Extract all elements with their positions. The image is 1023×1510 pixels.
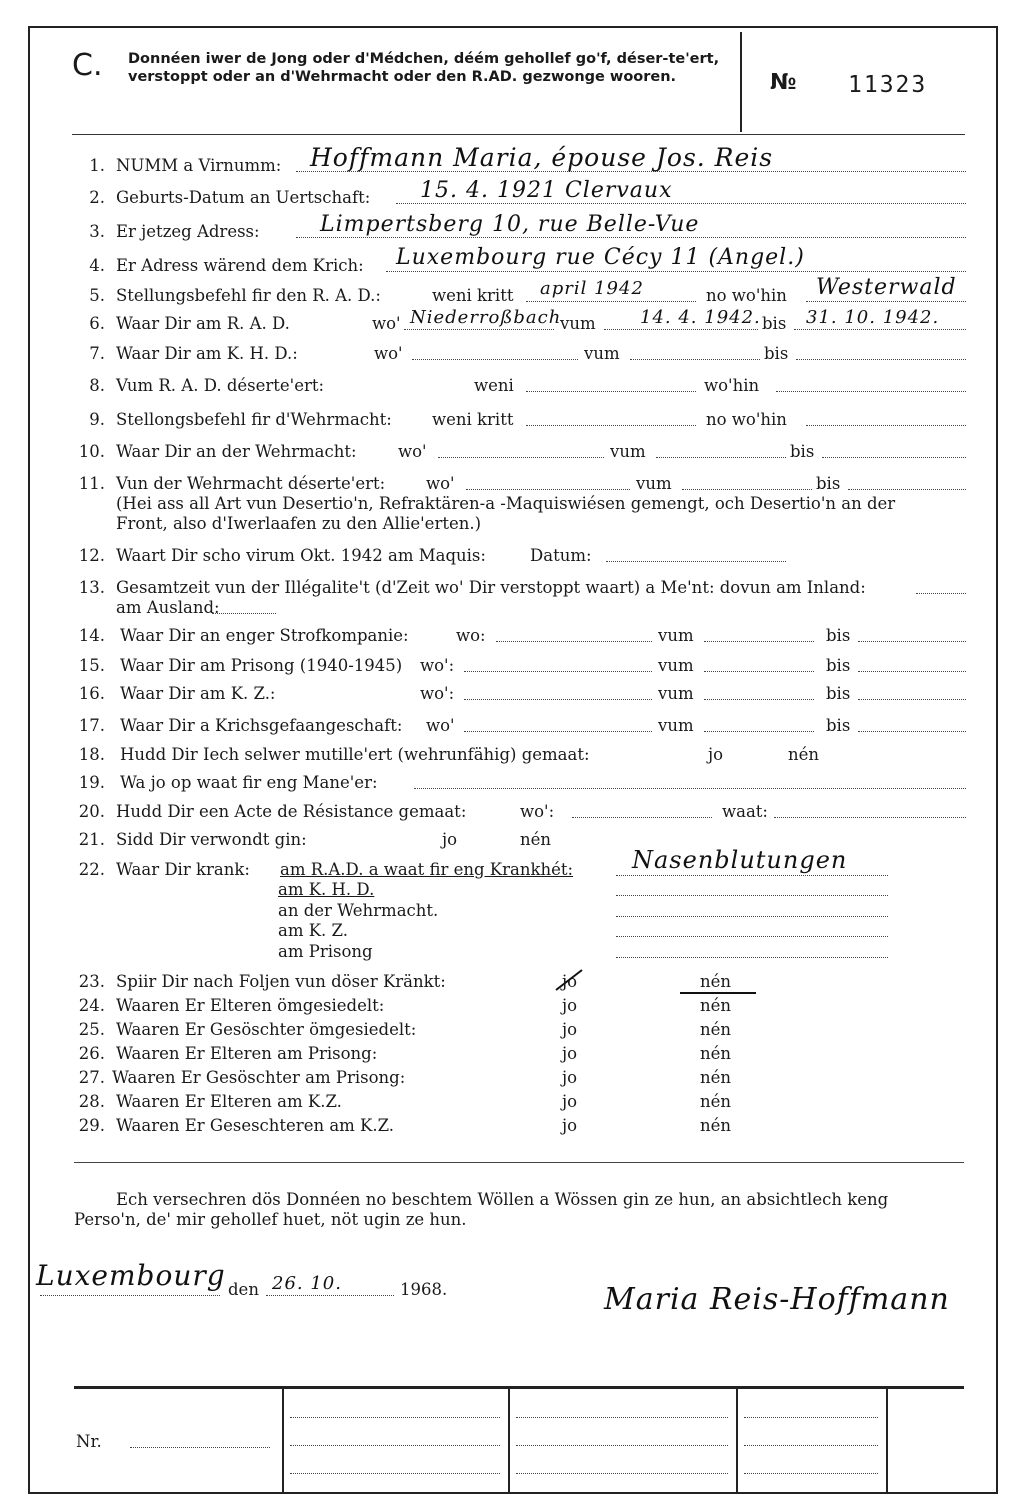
field-label: bis xyxy=(790,442,815,461)
row-number: 23. xyxy=(78,972,105,991)
strike-mark-icon xyxy=(552,968,588,994)
field-label: Er Adress wärend dem Krich: xyxy=(116,256,364,275)
row-number: 24. xyxy=(78,996,105,1015)
section-letter: C. xyxy=(72,48,103,83)
rad-destination[interactable]: Westerwald xyxy=(816,275,957,300)
field-label: Waaren Er Gesöschter ömgesiedelt: xyxy=(116,1020,417,1039)
field-label: Vum R. A. D. déserte'ert: xyxy=(116,376,325,395)
footer-line xyxy=(516,1430,728,1446)
field-line xyxy=(704,716,814,732)
row-number: 15. xyxy=(78,656,105,675)
field-label: Geburts-Datum an Uertschaft: xyxy=(116,188,371,207)
field-label: bis xyxy=(826,656,851,675)
row-number: 6. xyxy=(89,314,105,333)
field-line xyxy=(656,442,786,458)
field-label: vum xyxy=(658,656,694,675)
field-line xyxy=(464,684,652,700)
field-label: Vun der Wehrmacht déserte'ert: xyxy=(116,474,386,493)
field-label: wo'hin xyxy=(704,376,760,395)
current-address-value[interactable]: Limpertsberg 10, rue Belle-Vue xyxy=(320,212,700,237)
yes-option[interactable]: jo xyxy=(562,1044,578,1063)
row-number: 29. xyxy=(78,1116,105,1135)
field-line xyxy=(806,410,966,426)
footer-line xyxy=(744,1430,878,1446)
field-label: wo' xyxy=(374,344,403,363)
field-label: Waaren Er Elteren ömgesiedelt: xyxy=(116,996,385,1015)
row-number: 19. xyxy=(78,773,105,792)
field-label: den xyxy=(228,1280,259,1299)
illness-value[interactable]: Nasenblutungen xyxy=(632,846,848,874)
no-option[interactable]: nén xyxy=(788,745,820,764)
footer-line xyxy=(516,1458,728,1474)
field-line xyxy=(704,656,814,672)
field-label: Er jetzeg Adress: xyxy=(116,222,260,241)
field-line xyxy=(606,546,786,562)
field-line xyxy=(858,656,966,672)
field-label: weni kritt xyxy=(432,286,514,305)
field-label: Spiir Dir nach Foljen vun döser Kränkt: xyxy=(116,972,446,991)
field-label: wo': xyxy=(420,684,455,703)
row-number: 17. xyxy=(78,716,105,735)
field-label: Waar Dir am Prisong (1940-1945) xyxy=(120,656,403,675)
field-label: Waar Dir krank: xyxy=(116,860,250,879)
row-number: 18. xyxy=(78,745,105,764)
field-label: Waaren Er Elteren am K.Z. xyxy=(116,1092,342,1111)
field-label: bis xyxy=(816,474,841,493)
field-label: wo' xyxy=(372,314,401,333)
signature-name[interactable]: Maria Reis-Hoffmann xyxy=(604,1282,950,1317)
field-label: Waaren Er Geseschteren am K.Z. xyxy=(116,1116,395,1135)
field-label: bis xyxy=(764,344,789,363)
row-number: 7. xyxy=(89,344,105,363)
field-line xyxy=(682,474,812,490)
name-value[interactable]: Hoffmann Maria, épouse Jos. Reis xyxy=(310,143,774,172)
row-number: 25. xyxy=(78,1020,105,1039)
field-line xyxy=(572,802,712,818)
no-option[interactable]: nén xyxy=(700,1092,732,1111)
selected-underline xyxy=(680,992,756,994)
field-line xyxy=(858,716,966,732)
row-number: 22. xyxy=(78,860,105,879)
field-label: Waar Dir an enger Strofkompanie: xyxy=(120,626,409,645)
field-label: wo: xyxy=(456,626,486,645)
yes-option[interactable]: jo xyxy=(562,996,578,1015)
signature-place[interactable]: Luxembourg xyxy=(36,1259,226,1292)
row-number: 10. xyxy=(78,442,105,461)
no-option[interactable]: nén xyxy=(700,1044,732,1063)
footer-rule-top xyxy=(74,1386,964,1389)
field-label: Hudd Dir een Acte de Résistance gemaat: xyxy=(116,802,467,821)
war-address-value[interactable]: Luxembourg rue Cécy 11 (Angel.) xyxy=(396,245,805,270)
section-title: Donnéen iwer de Jong oder d'Médchen, déém gehollef go'f, déser-te'ert, verstoppt oder an d'Wehrmacht oder den R.AD. gezwonge wooren. xyxy=(128,51,720,85)
field-line xyxy=(796,344,966,360)
field-line xyxy=(466,474,630,490)
field-line xyxy=(464,656,652,672)
footer-line xyxy=(290,1402,500,1418)
field-label: Wa jo op waat fir eng Mane'er: xyxy=(120,773,378,792)
row-number: 27. xyxy=(78,1068,105,1087)
field-label: Sidd Dir verwondt gin: xyxy=(116,830,307,849)
field-line xyxy=(616,901,888,917)
footer-nr-label: Nr. xyxy=(76,1432,102,1451)
field-line xyxy=(526,376,696,392)
row-number: 21. xyxy=(78,830,105,849)
field-line xyxy=(616,921,888,937)
yes-option[interactable]: jo xyxy=(708,745,724,764)
field-label: waat: xyxy=(722,802,768,821)
field-label: vum xyxy=(658,626,694,645)
row-number: 13. xyxy=(78,578,105,597)
row-number: 28. xyxy=(78,1092,105,1111)
yes-option[interactable]: jo xyxy=(442,830,458,849)
form-number: 11323 xyxy=(848,72,928,98)
field-line xyxy=(616,942,888,958)
yes-option[interactable]: jo xyxy=(562,972,578,991)
row-number: 26. xyxy=(78,1044,105,1063)
field-line xyxy=(412,344,578,360)
field-line xyxy=(630,344,760,360)
field-label: vum xyxy=(658,716,694,735)
field-label: bis xyxy=(826,716,851,735)
field-line xyxy=(704,684,814,700)
yes-option[interactable]: jo xyxy=(562,1068,578,1087)
field-line xyxy=(858,684,966,700)
field-label: Waar Dir an der Wehrmacht: xyxy=(116,442,357,461)
note-text: (Hei ass all Art vun Desertio'n, Refraktären-a -Maquiswiésen gemengt, och Desertio'n an der xyxy=(116,494,896,513)
field-line xyxy=(526,410,696,426)
field-label: no wo'hin xyxy=(706,410,787,429)
footer-col-divider xyxy=(736,1386,738,1494)
row-number: 5. xyxy=(89,286,105,305)
field-line xyxy=(438,442,604,458)
field-line xyxy=(212,598,276,614)
row-number: 11. xyxy=(78,474,105,493)
footer-line xyxy=(290,1430,500,1446)
field-line xyxy=(858,626,966,642)
field-label: weni kritt xyxy=(432,410,514,429)
field-label: vum xyxy=(658,684,694,703)
field-line xyxy=(774,802,966,818)
signature-date[interactable]: 26. 10. xyxy=(272,1273,342,1294)
form-header xyxy=(28,28,998,132)
field-label: am K. Z. xyxy=(278,921,348,940)
footer-col-divider xyxy=(508,1386,510,1494)
field-line xyxy=(704,626,814,642)
yes-option[interactable]: jo xyxy=(562,1116,578,1135)
field-label: bis xyxy=(762,314,787,333)
field-label: Stellongsbefehl fir d'Wehrmacht: xyxy=(116,410,392,429)
field-label: am R.A.D. a waat fir eng Krankhét: xyxy=(280,860,574,879)
row-number: 14. xyxy=(78,626,105,645)
field-label: Waaren Er Gesöschter am Prisong: xyxy=(112,1068,406,1087)
header-divider xyxy=(740,32,742,132)
footer-nr-line[interactable] xyxy=(130,1432,270,1448)
field-label: NUMM a Virnumm: xyxy=(116,156,282,175)
field-label: wo': xyxy=(420,656,455,675)
row-number: 8. xyxy=(89,376,105,395)
field-label: am Prisong xyxy=(278,942,373,961)
field-label: wo': xyxy=(520,802,555,821)
field-label: vum xyxy=(610,442,646,461)
row-number: 20. xyxy=(78,802,105,821)
row-number: 3. xyxy=(89,222,105,241)
field-label: Waar Dir am K. H. D.: xyxy=(116,344,298,363)
footer-col-divider xyxy=(886,1386,888,1494)
no-option[interactable]: nén xyxy=(700,1116,732,1135)
row-number: 1. xyxy=(89,156,105,175)
birth-value[interactable]: 15. 4. 1921 Clervaux xyxy=(420,178,673,203)
field-line xyxy=(916,578,966,594)
field-line xyxy=(616,880,888,896)
no-option[interactable]: nén xyxy=(700,996,732,1015)
field-label: wo' xyxy=(426,474,455,493)
field-label: Waaren Er Elteren am Prisong: xyxy=(116,1044,378,1063)
rad-from[interactable]: 14. 4. 1942. xyxy=(640,307,761,328)
field-label: Datum: xyxy=(530,546,592,565)
declaration-text: Perso'n, de' mir gehollef huet, nöt ugin ze hun. xyxy=(74,1210,467,1229)
footer-line xyxy=(290,1458,500,1474)
field-label: vum xyxy=(584,344,620,363)
no-option[interactable]: nén xyxy=(700,1020,732,1039)
field-label: wo' xyxy=(426,716,455,735)
section-divider xyxy=(74,1162,964,1163)
rad-to[interactable]: 31. 10. 1942. xyxy=(806,307,940,328)
field-line xyxy=(848,474,966,490)
no-option[interactable]: nén xyxy=(700,1068,732,1087)
row-number: 4. xyxy=(89,256,105,275)
no-option[interactable]: nén xyxy=(700,972,732,991)
footer-col-divider xyxy=(282,1386,284,1494)
rad-place[interactable]: Niederroßbach xyxy=(410,307,562,328)
field-label: Waar Dir am K. Z.: xyxy=(120,684,276,703)
footer-line xyxy=(516,1402,728,1418)
no-option[interactable]: nén xyxy=(520,830,552,849)
field-label: Waar Dir am R. A. D. xyxy=(116,314,290,333)
field-label: bis xyxy=(826,684,851,703)
field-label: weni xyxy=(474,376,514,395)
field-label: vum xyxy=(560,314,596,333)
field-label: Stellungsbefehl fir den R. A. D.: xyxy=(116,286,381,305)
row-number: 2. xyxy=(89,188,105,207)
field-label: an der Wehrmacht. xyxy=(278,901,439,920)
field-label: no wo'hin xyxy=(706,286,787,305)
field-label: am K. H. D. xyxy=(278,880,375,899)
field-label: bis xyxy=(826,626,851,645)
header-rule xyxy=(72,134,965,135)
field-label: am Ausland: xyxy=(116,598,220,617)
row-number: 9. xyxy=(89,410,105,429)
note-text: Front, also d'Iwerlaafen zu den Allie'erten.) xyxy=(116,514,482,533)
field-label: Waart Dir scho virum Okt. 1942 am Maquis: xyxy=(116,546,486,565)
field-label: vum xyxy=(636,474,672,493)
footer-line xyxy=(744,1458,878,1474)
yes-option[interactable]: jo xyxy=(562,1020,578,1039)
field-line xyxy=(414,773,966,789)
footer-line xyxy=(744,1402,878,1418)
row-number: 12. xyxy=(78,546,105,565)
row-number: 16. xyxy=(78,684,105,703)
number-symbol: № xyxy=(770,70,797,95)
field-line xyxy=(822,442,966,458)
field-line xyxy=(776,376,966,392)
declaration-text: Ech versechren dös Donnéen no beschtem Wöllen a Wössen gin ze hun, an absichtlech keng xyxy=(116,1190,889,1209)
field-label: Gesamtzeit vun der Illégalite't (d'Zeit wo' Dir verstoppt waart) a Me'nt: dovun am Inland: xyxy=(116,578,866,597)
field-label: Waar Dir a Krichsgefaangeschaft: xyxy=(120,716,403,735)
field-line xyxy=(464,716,652,732)
field-label: wo' xyxy=(398,442,427,461)
field-label: Hudd Dir Iech selwer mutille'ert (wehrunfähig) gemaat: xyxy=(120,745,590,764)
yes-option[interactable]: jo xyxy=(562,1092,578,1111)
field-line xyxy=(496,626,652,642)
rad-order-date[interactable]: april 1942 xyxy=(540,278,644,299)
signature-year: 1968. xyxy=(400,1280,448,1299)
